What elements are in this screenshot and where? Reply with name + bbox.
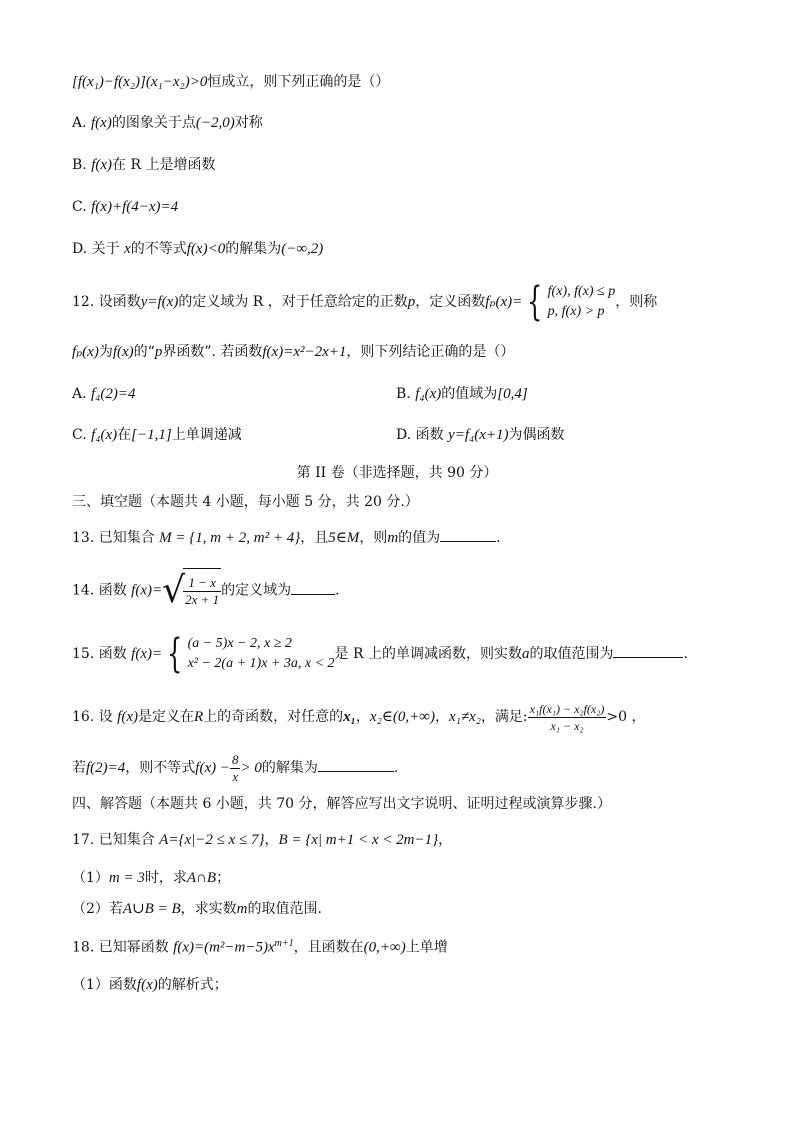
question-number: 13. 已知集合 <box>72 530 155 546</box>
option-label: C. <box>72 427 87 443</box>
text: ， <box>434 709 449 725</box>
q16-cont <box>72 748 398 788</box>
math: p <box>407 294 416 310</box>
text: 的值域为 <box>441 386 498 402</box>
option-label: A. <box>72 386 87 402</box>
numerator: x₁f(x₁) − x₂f(x₂) <box>529 701 605 716</box>
math: f(x) <box>91 115 112 131</box>
part-label: （1）函数 <box>72 977 137 993</box>
text: 的定义域为 <box>221 582 292 599</box>
question-number: 14. 函数 <box>72 582 127 599</box>
text: 的不等式 <box>130 241 187 257</box>
answer-blank[interactable] <box>440 529 496 542</box>
math: f(x) <box>91 157 113 173</box>
text: 的解析式； <box>157 977 228 993</box>
q17 <box>72 830 452 850</box>
fraction <box>528 701 607 734</box>
q12-option-a <box>72 384 136 404</box>
text: ，且 <box>300 530 329 546</box>
option-label: B. <box>396 386 411 402</box>
q11-option-a <box>72 113 263 133</box>
text: 上单增 <box>405 939 448 956</box>
text: ， <box>355 709 370 725</box>
math: f(x)<0 <box>186 241 226 257</box>
math: f(x) − <box>195 760 230 776</box>
text: 在 R 上是增函数 <box>112 157 216 173</box>
denominator: x <box>232 768 239 784</box>
text: 上的奇函数，对任意的 <box>203 709 344 725</box>
text: 的取值范围为 <box>529 646 614 662</box>
text: 时，求 <box>144 870 187 886</box>
option-label: A. <box>72 115 87 131</box>
text: . <box>496 530 501 546</box>
question-number: 12. 设函数 <box>72 294 141 310</box>
text: 是 R 上的单调减函数，则实数 <box>334 646 522 662</box>
option-label: C. <box>72 199 87 215</box>
text: 的值为 <box>398 530 441 546</box>
math: fₚ(x)= <box>485 294 523 310</box>
text: 上单调递减 <box>171 427 242 443</box>
option-label: D. 函数 <box>396 427 444 443</box>
case-2: x² − 2(a + 1)x + 3a, x < 2 <box>187 656 335 671</box>
numerator: 8 <box>231 751 239 767</box>
option-label: D. 关于 <box>72 241 120 257</box>
math: [−1,1] <box>131 427 172 443</box>
math: f(x)= <box>131 582 163 599</box>
case-2: p, f(x) > p <box>547 304 605 319</box>
text: 若 <box>72 760 86 776</box>
text: 的解集为 <box>261 760 318 776</box>
section-4-heading: 四、解答题（本题共 6 小题，共 70 分，解答应写出文字说明、证明过程或演算步骤.） <box>72 796 611 812</box>
section-3-heading: 三、填空题（本题共 4 小题，每小题 5 分，共 20 分.） <box>72 494 419 510</box>
text: 恒成立，则下列正确的是（） <box>207 74 390 90</box>
math: f(x)= <box>131 646 163 662</box>
radical-sign: √ <box>162 569 186 611</box>
math: a <box>521 646 530 662</box>
text: . <box>335 582 340 599</box>
text: 的取值范围. <box>247 901 322 917</box>
case-1: f(x), f(x) ≤ p <box>547 284 616 299</box>
text: ，则不等式 <box>125 760 196 776</box>
text: ，则下列结论正确的是（） <box>346 344 515 360</box>
math: x₂∈(0,+∞) <box>369 709 435 725</box>
answer-blank[interactable] <box>613 645 683 658</box>
math: B = {x| m+1 < x < 2m−1} <box>278 832 439 848</box>
q18-part-1 <box>72 975 228 995</box>
numerator: 1 − x <box>183 575 221 592</box>
text: >0 ， <box>606 709 646 725</box>
q12-stem <box>72 280 657 324</box>
part-label: （1） <box>72 870 109 886</box>
text: 对称 <box>234 115 263 131</box>
text: 为偶函数 <box>508 427 565 443</box>
math: x <box>124 241 131 257</box>
q11-option-b <box>72 155 215 175</box>
piecewise-cases <box>188 634 335 674</box>
question-number: 18. 已知幂函数 <box>72 939 169 956</box>
q14 <box>72 568 340 612</box>
text: ，则 <box>359 530 388 546</box>
left-brace: { <box>527 279 543 325</box>
math: (−∞,2) <box>281 241 324 257</box>
text: ； <box>216 870 231 886</box>
math: f₄(x) <box>91 427 118 443</box>
math: f₄(2)=4 <box>91 386 136 402</box>
q11-condition-line <box>72 72 389 92</box>
q17-part-1 <box>72 868 230 888</box>
math: f(x) <box>112 344 134 360</box>
fraction <box>230 752 241 785</box>
text: ， <box>264 832 279 848</box>
question-number: 17. 已知集合 <box>72 832 155 848</box>
math: M = {1, m + 2, m² + 4} <box>159 530 301 546</box>
math: f(x)=(m²−m−5)x <box>173 939 275 956</box>
case-1: (a − 5)x − 2, x ≥ 2 <box>187 636 292 651</box>
sqrt-expression <box>162 568 221 613</box>
math: > 0 <box>240 760 262 776</box>
text: ，求实数 <box>180 901 237 917</box>
left-brace: { <box>167 631 183 677</box>
math: f₄(x) <box>415 386 442 402</box>
answer-blank[interactable] <box>291 582 335 595</box>
math: m <box>236 901 248 917</box>
text: 的“ <box>133 344 155 360</box>
q12-option-b <box>396 384 528 404</box>
math: m = 3 <box>108 870 145 886</box>
q13 <box>72 528 501 548</box>
math: A={x|−2 ≤ x ≤ 7} <box>159 832 265 848</box>
text: 是定义在 <box>138 709 194 725</box>
math: f(x)=x²−2x+1 <box>262 344 347 360</box>
text: ，满足: <box>480 709 528 725</box>
piecewise-cases <box>548 282 616 322</box>
text: 为 <box>98 344 113 360</box>
denominator: x₁ − x₂ <box>550 718 584 733</box>
answer-blank[interactable] <box>318 759 394 772</box>
math: fₚ(x) <box>72 344 99 360</box>
q15 <box>72 632 688 676</box>
math: x₁ <box>343 709 356 725</box>
text: ， <box>438 832 453 848</box>
math: f(2)=4 <box>86 760 126 776</box>
text: . <box>393 760 399 776</box>
math: [0,4] <box>497 386 528 402</box>
math: (−2,0) <box>195 115 235 131</box>
math: y=f₄(x+1) <box>448 427 509 443</box>
option-label: B. <box>72 157 87 173</box>
question-number: 16. 设 <box>72 709 113 725</box>
math: p <box>154 344 163 360</box>
math: f(x)+f(4−x)=4 <box>91 199 179 215</box>
math: m <box>387 530 399 546</box>
q16 <box>72 697 646 737</box>
text: ，且函数在 <box>293 939 364 956</box>
denominator: 2x + 1 <box>185 591 220 607</box>
q12-option-c <box>72 425 242 445</box>
math: y=f(x) <box>140 294 179 310</box>
text: ，则称 <box>615 294 658 310</box>
text: . <box>683 646 688 662</box>
radicand <box>183 568 221 613</box>
q17-part-2 <box>72 899 322 919</box>
text: 在 <box>117 427 132 443</box>
q12-stem-cont <box>72 342 514 362</box>
text: 的定义域为 R ，对于任意给定的正数 <box>178 294 408 310</box>
math: f(x) <box>117 709 138 725</box>
q11-option-d <box>72 239 323 259</box>
part-label: （2）若 <box>72 901 123 917</box>
math: f(x) <box>136 977 158 993</box>
math: R <box>194 709 204 725</box>
math: A∪B = B <box>122 901 181 917</box>
q12-option-d <box>396 425 565 445</box>
q11-option-c <box>72 197 178 217</box>
fraction <box>183 575 221 608</box>
q18 <box>72 934 448 958</box>
text: ，定义函数 <box>415 294 486 310</box>
question-number: 15. 函数 <box>72 646 127 662</box>
text: 的解集为 <box>225 241 282 257</box>
math: A∩B <box>186 870 217 886</box>
math-expression: [f(x₁)−f(x₂)](x₁−x₂)>0 <box>72 74 208 90</box>
math: (0,+∞) <box>363 939 406 956</box>
section-2-title: 第 II 卷（非选择题，共 90 分） <box>296 465 498 481</box>
text: 界函数”. 若函数 <box>162 344 263 360</box>
math: 5∈M <box>328 530 360 546</box>
exponent: m+1 <box>274 938 294 949</box>
text: 的图象关于点 <box>111 115 196 131</box>
math: x₁≠x₂ <box>448 709 481 725</box>
